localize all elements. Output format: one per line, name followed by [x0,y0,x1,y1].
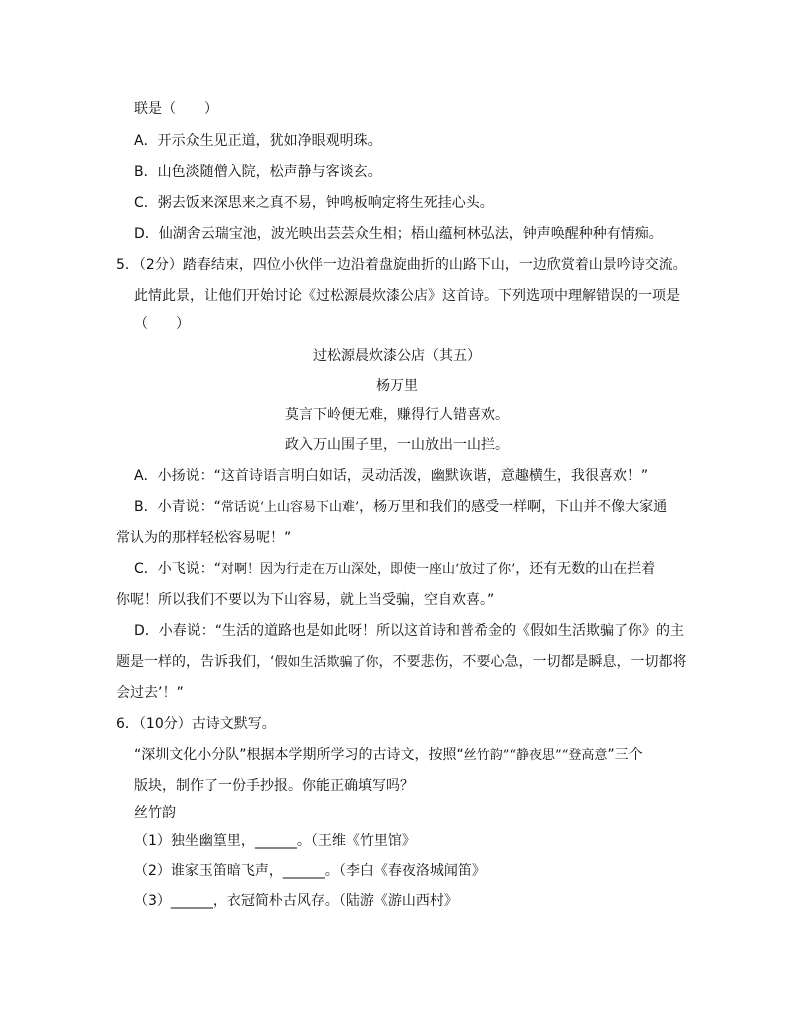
poem-line-1: 莫言下岭便无难，赚得行人错喜欢。 [285,407,509,423]
q5-option-b-quote: 常话说‘上山容易下山难’ [220,500,360,515]
q6-item-3-blank: ______ [170,893,213,909]
q5-stem-line-2: 此情此景，让他们开始讨论《过松源晨炊漆公店》这首诗。下列选项中理解错误的一项是 [134,288,680,304]
q5-option-d: D．小春说：“生活的道路也是如此呀！所以这首诗和普希金的《假如生活欺骗了你》的主 [134,623,685,639]
q6-section-title: 丝竹韵 [134,805,176,821]
q5-option-c [134,559,655,580]
q5-option-d-line-2-rest: ，不要悲伤，不要心急，一切都是瞬息，一切都将 [378,654,687,670]
q6-item-3-num: （3） [134,893,171,909]
q6-intro [134,745,643,766]
q5-option-c-prefix: C．小飞说：“ [134,561,222,577]
q4-option-a: A．开示众生见正道，犹如净眼观明珠。 [134,133,382,149]
q6-item-2-source: 。（李白《春夜洛城闻笛》 [324,863,486,879]
q6-item-1-source: 。（王维《竹里馆》 [296,833,416,849]
q5-option-d-line-2 [116,652,686,673]
poem-author: 杨万里 [376,378,418,394]
q6-intro-sections: 丝竹韵”“静夜思”“登高意 [463,748,608,763]
q6-intro-rest: ”三个 [607,747,643,763]
q5-stem-line-3: （ ） [134,316,190,332]
q5-option-c-line-2: 你呢！所以我们不要以为下山容易，就上当受骗，空自欢喜。” [116,592,495,608]
q6-item-1-num: （1） [134,833,171,849]
q6-intro-prefix: “深圳文化小分队”根据本学期所学习的古诗文，按照“ [134,747,464,763]
q5-option-b-rest: ，杨万里和我们的感受一样啊，下山并不像大家通 [359,499,668,515]
q6-item-3-source: ，衣冠简朴古风存。（陆游《游山西村》 [212,893,458,909]
q4-option-d: D．仙湖舍云瑞宝池，波光映出芸芸众生相；梧山蕴柯林弘法，钟声唤醒种种有情痴。 [134,226,663,242]
q6-item-1 [134,831,416,851]
q5-option-b-line-2: 常认为的那样轻松容易呢！” [116,530,292,546]
q6-item-2-text: 谁家玉笛暗飞声， [170,863,283,879]
q6-intro-line-2: 版块，制作了一份手抄报。你能正确填写吗？ [134,778,414,794]
q5-option-a: A．小扬说：“这首诗语言明白如话，灵动活泼，幽默诙谐，意趣横生，我很喜欢！” [134,468,649,484]
q5-option-b [134,497,667,518]
q5-option-d-line-3: 会过去’！” [116,685,184,701]
q6-stem: 6．（10分）古诗文默写。 [116,716,276,732]
q5-option-d-quote: 假如生活欺骗了你 [274,655,379,670]
q6-item-1-text: 独坐幽篁里， [170,833,255,849]
q5-option-b-prefix: B．小青说：“ [134,499,221,515]
q4-stem-end: 联是（ ） [134,101,218,117]
q5-option-c-quote: 对啊！因为行走在万山深处，即使一座山‘放过了你’ [221,562,516,577]
q6-item-3 [134,891,458,911]
q5-stem-line-1: 5．（2分）踏春结束，四位小伙伴一边沿着盘旋曲折的山路下山，一边欣赏着山景吟诗交流。 [116,257,687,273]
q4-option-b: B．山色淡随僧入院，松声静与客谈玄。 [134,164,382,180]
poem-title: 过松源晨炊漆公店（其五） [313,348,481,364]
q5-option-d-line-2-prefix: 题是一样的，告诉我们，‘ [116,654,275,670]
q4-option-c: C．粥去饭来深思来之真不易，钟鸣板响定将生死挂心头。 [134,195,494,211]
q6-item-2 [134,861,486,881]
q6-item-2-num: （2） [134,863,171,879]
q5-option-c-rest: ，还有无数的山在拦着 [515,561,656,577]
q6-item-1-blank: ______ [254,833,297,849]
q6-item-2-blank: ______ [282,863,325,879]
poem-line-2: 政入万山围子里，一山放出一山拦。 [285,437,509,453]
